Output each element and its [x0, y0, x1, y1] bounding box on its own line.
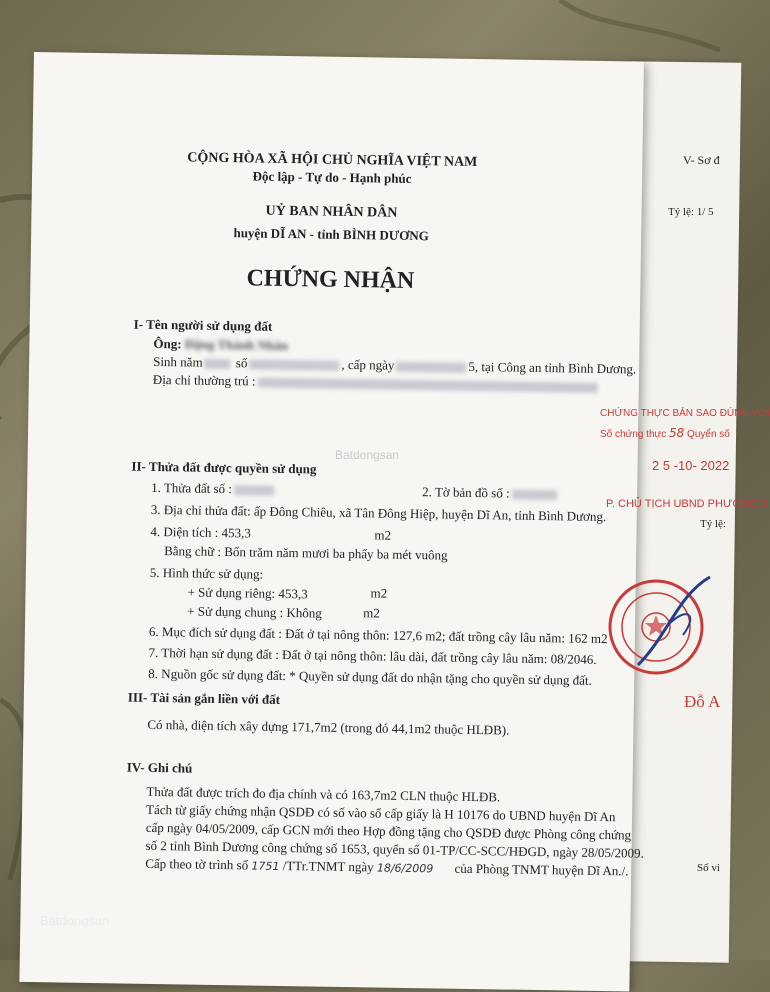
- assets-text: Có nhà, diện tích xây dựng 171,7m2 (trong đó 44,1m2 thuộc HLĐB).: [147, 716, 510, 738]
- address-line: Địa chỉ thường trú :: [153, 372, 600, 395]
- birth-line: Sinh năm số , cấp ngày 5, tại Công an tỉnh Bình Dương.: [153, 353, 637, 377]
- document-title: CHỨNG NHẬN: [246, 265, 415, 295]
- parcel-address: 3. Địa chỉ thửa đất: ấp Đông Chiêu, xã Tân Đông Hiệp, huyện Dĩ An, tỉnh Bình Dương.: [150, 501, 607, 525]
- area-unit: m2: [374, 527, 392, 543]
- usage-purpose: 6. Mục đích sử dụng đất : Đất ở tại nông thôn: 127,6 m2; đất trồng cây lâu năm: 162 m2: [148, 623, 608, 647]
- private-use: + Sử dụng riêng: 453,3: [187, 584, 308, 602]
- motto: Độc lập - Tự do - Hạnh phúc: [252, 168, 412, 186]
- note-line-3: cấp ngày 04/05/2009, cấp GCN mới theo Hợp đồng tặng cho QSDĐ được Phòng công chứng: [145, 819, 632, 843]
- section1-heading: I- Tên người sử dụng đất: [133, 316, 273, 334]
- section3-heading: III- Tài sản gắn liền với đất: [127, 689, 281, 707]
- note-line-2: Tách từ giấy chứng nhận QSDĐ có số vào sổ cấp giấy là H 10176 do UBND huyện Dĩ An: [146, 801, 616, 825]
- section2-heading: II- Thửa đất được quyền sử dụng: [131, 458, 317, 477]
- official-seal-icon: [598, 575, 718, 675]
- shared-use-unit: m2: [363, 605, 380, 621]
- shared-use: + Sử dụng chung : Không: [187, 603, 322, 621]
- parcel-number: 1. Thửa đất số :: [151, 480, 276, 498]
- locality: huyện DĨ AN - tỉnh BÌNH DƯƠNG: [233, 225, 429, 244]
- watermark-center: Batdongsan: [335, 448, 400, 462]
- owner-line: [153, 336, 288, 354]
- note-line-4: số 2 tỉnh Bình Dương công chứng số 1653, quyển số 01-TP/CC-SCC/HĐGD, ngày 28/05/2009.: [145, 837, 644, 861]
- usage-term: 7. Thời hạn sử dụng đất : Đất ở tại nông thôn: lâu dài, đất trồng cây lâu năm: 08/2046.: [148, 644, 597, 667]
- stamp-line-2: Số chứng thực 58 Quyển số: [600, 426, 730, 440]
- stamp-signer-name: Đỗ A: [684, 692, 721, 711]
- section4-heading: IV- Ghi chú: [126, 759, 193, 776]
- republic-heading: CỘNG HÒA XÃ HỘI CHỦ NGHĨA VIỆT NAM: [187, 150, 478, 170]
- note-line-1: Thửa đất được trích đo địa chính và có 163,7m2 CLN thuộc HLĐB.: [146, 783, 501, 805]
- stamp-signer-title: P. CHỦ TỊCH UBND PHƯỜNG T: [606, 498, 768, 510]
- watermark-bottom: Batdongsan: [40, 913, 110, 928]
- area-in-words: Bằng chữ : Bốn trăm năm mươi ba phẩy ba mét vuông: [164, 543, 448, 563]
- usage-form: 5. Hình thức sử dụng:: [149, 564, 264, 582]
- right-page-bottom-label: Số vi: [697, 862, 720, 874]
- certificate-page: [19, 52, 644, 991]
- note-line-5: Cấp theo tờ trình số 1751 /TTr.TNMT ngày 18/6/2009 của Phòng TNMT huyện Dĩ An./.: [145, 855, 629, 879]
- stamp-line-1: CHỨNG THỰC BẢN SAO ĐÚNG VỚI: [600, 408, 770, 419]
- owner-label: Ông:: [153, 335, 182, 352]
- stamp-date: 2 5 -10- 2022: [652, 458, 730, 473]
- right-page-scale: Tỷ lệ: 1/ 5: [668, 206, 714, 218]
- usage-origin: 8. Nguồn gốc sử dụng đất: * Quyền sử dụng đất do nhận tặng cho quyền sử dụng đất.: [148, 665, 592, 688]
- owner-name: Đặng Thành Nhân: [184, 336, 289, 354]
- committee-heading: UỶ BAN NHÂN DÂN: [265, 203, 398, 221]
- map-sheet-number: 2. Tờ bản đồ số :: [422, 484, 559, 502]
- area: 4. Diện tích : 453,3: [150, 523, 251, 541]
- right-page-heading: V- Sơ đ: [683, 153, 720, 167]
- private-use-unit: m2: [370, 585, 388, 601]
- right-page-scale-2: Tỷ lệ:: [700, 518, 726, 530]
